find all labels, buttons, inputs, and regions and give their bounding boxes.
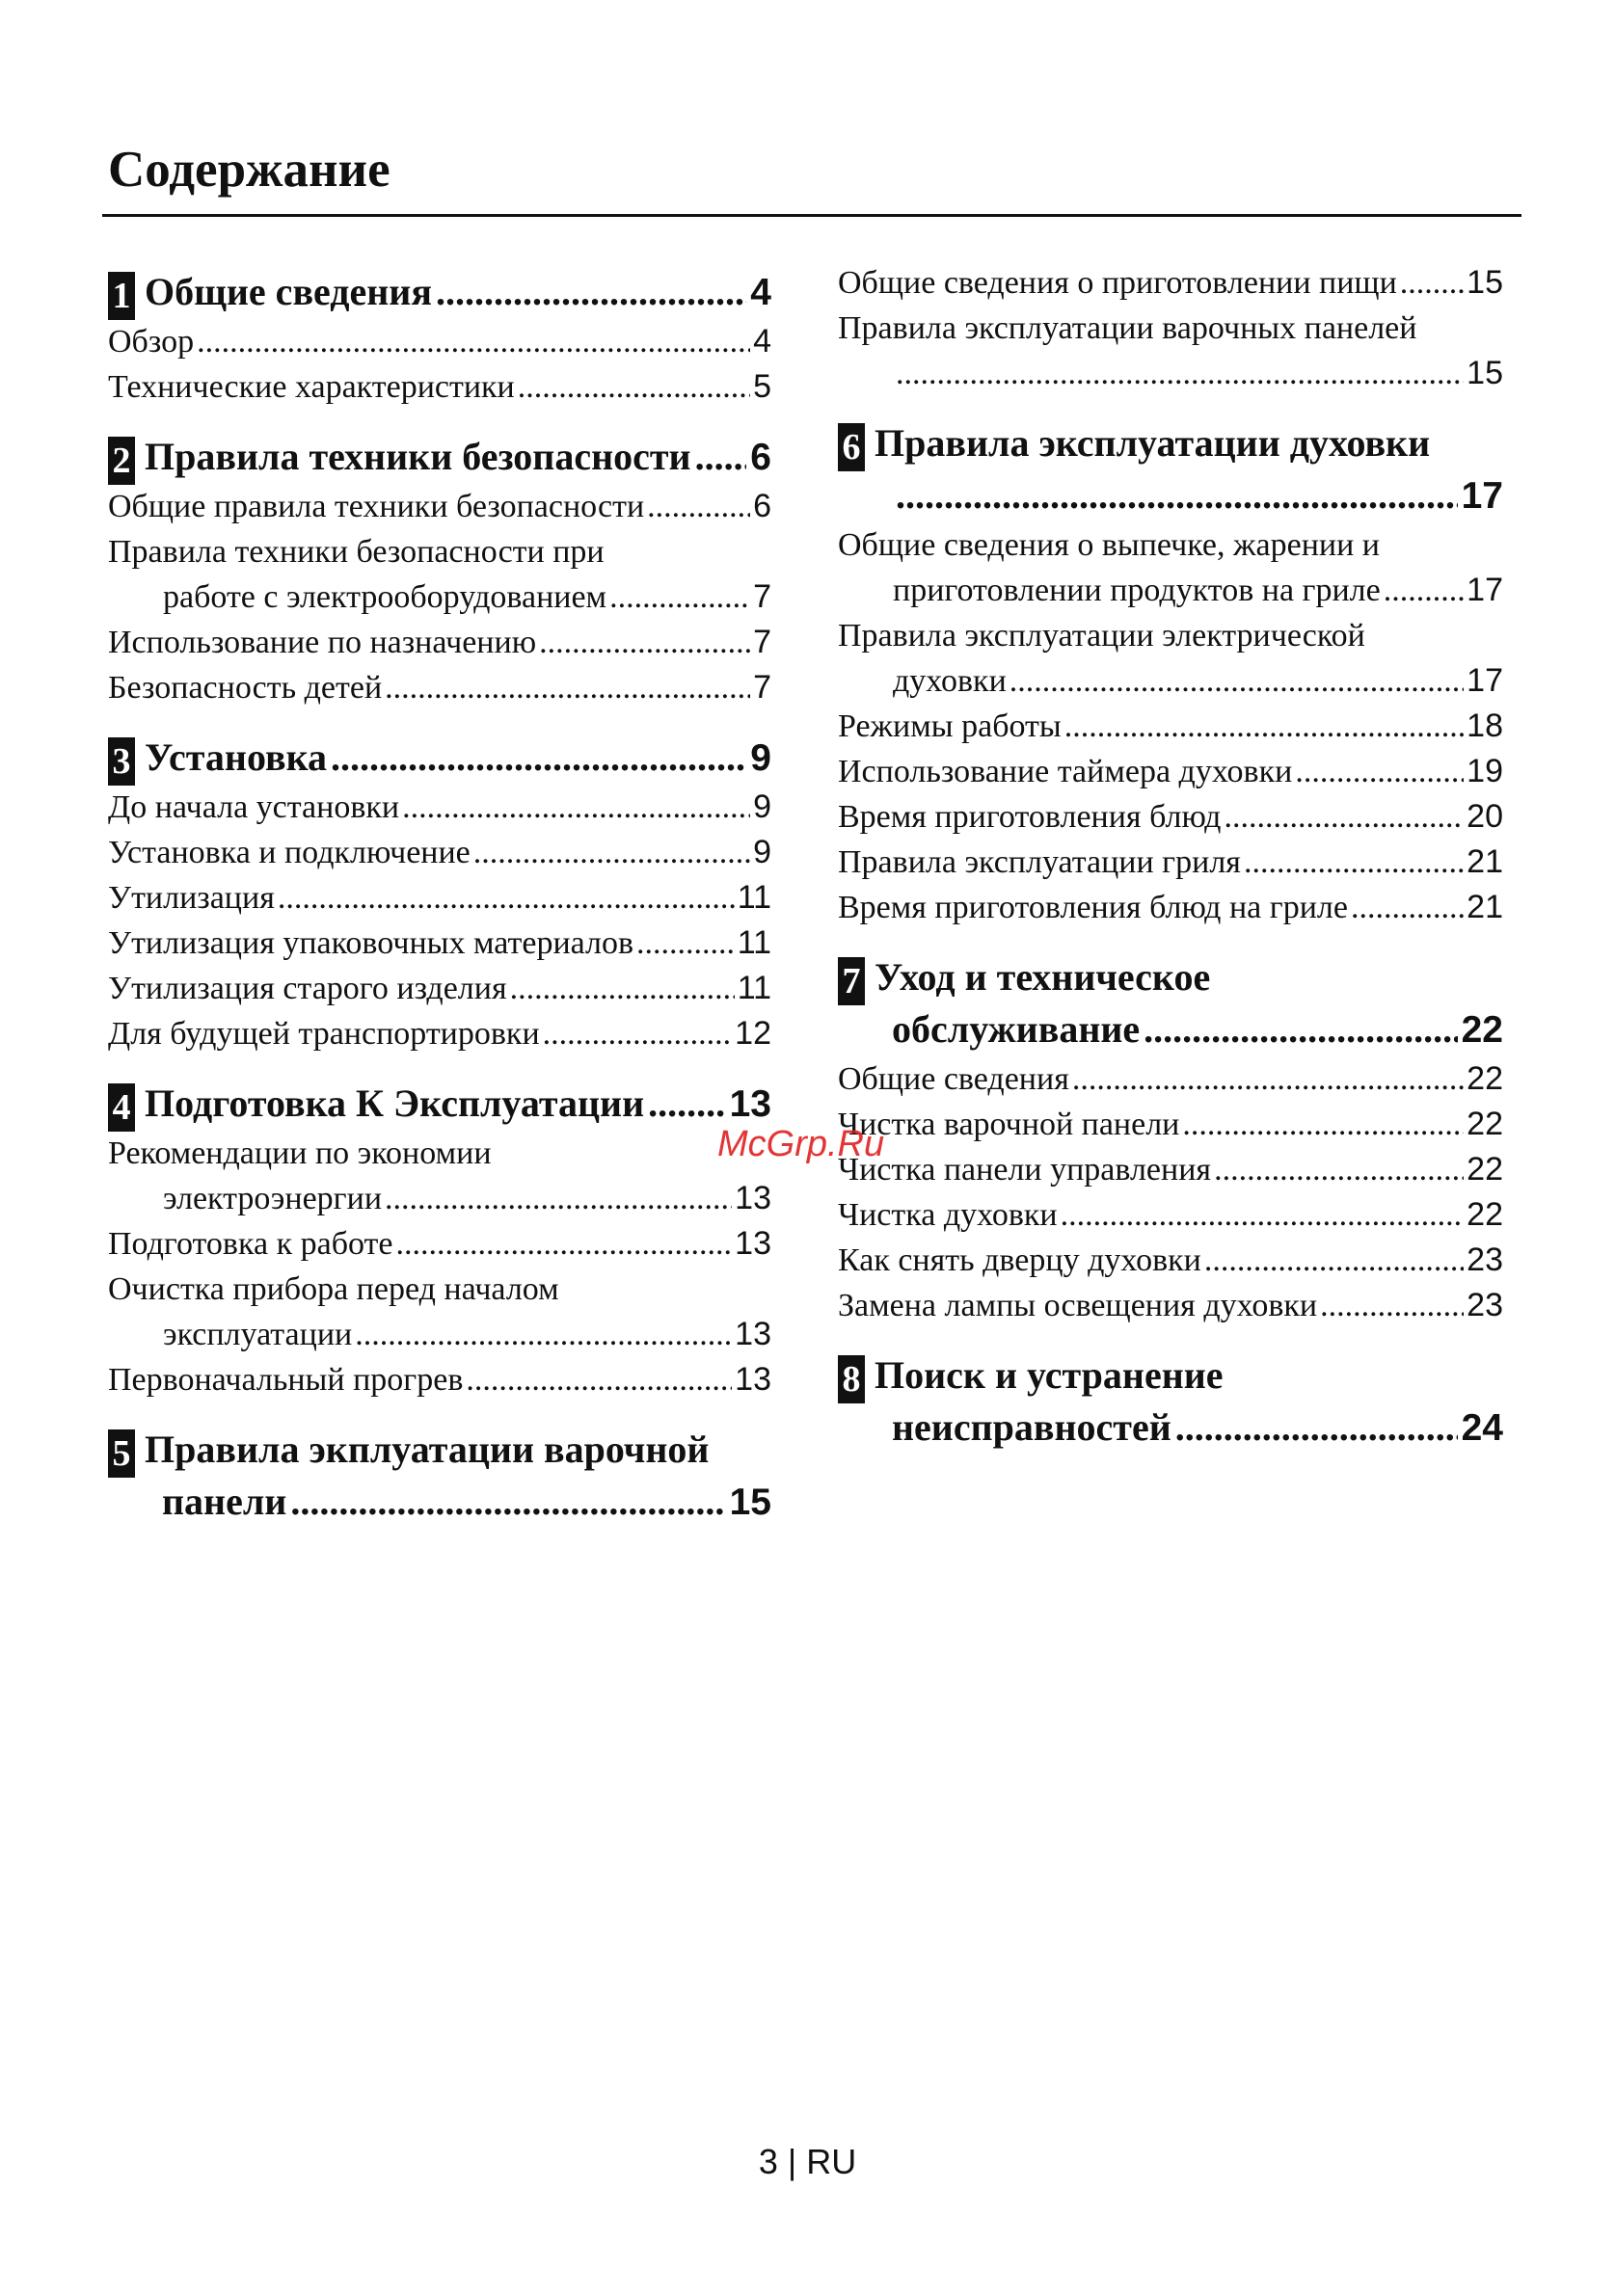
toc-entry-line [838, 1056, 1503, 1102]
dot-leader [1204, 1238, 1464, 1283]
toc-section [108, 1424, 771, 1529]
section-page-number: 22 [1461, 1009, 1503, 1051]
section-gap [108, 1056, 771, 1078]
toc-entry[interactable] [838, 885, 1503, 930]
toc-entry-text: Общие сведения [838, 1061, 1069, 1097]
toc-entry-text: духовки [893, 663, 1007, 699]
toc-entry-text: приготовлении продуктов на гриле [893, 573, 1381, 608]
dot-leader [543, 1011, 733, 1056]
toc-entry[interactable] [838, 1056, 1503, 1102]
dot-leader [896, 351, 1464, 396]
toc-entry[interactable] [108, 529, 771, 620]
dot-leader [636, 921, 735, 966]
section-heading-line [145, 1078, 771, 1131]
section-title-text: Установка [145, 735, 328, 779]
toc-page-number: 22 [1467, 1196, 1503, 1233]
dot-leader [1224, 794, 1464, 840]
toc-entry-text: Общие сведения о приготовлении пищи [838, 265, 1397, 301]
section-title-text: неисправностей [892, 1405, 1171, 1449]
toc-entry-text: Как снять дверцу духовки [838, 1242, 1201, 1278]
section-gap [108, 1402, 771, 1424]
section-title-text: Правила техники безопасности [145, 435, 691, 478]
toc-page-number: 21 [1467, 843, 1503, 880]
toc-page-number: 11 [737, 879, 771, 916]
section-page-number: 17 [1461, 475, 1503, 517]
toc-entry-text: Очистка прибора перед началом [108, 1271, 559, 1307]
toc-entry[interactable] [838, 1147, 1503, 1192]
section-gap [838, 930, 1503, 951]
toc-entry[interactable] [108, 484, 771, 529]
toc-entry-line [838, 613, 1503, 658]
toc-section-heading[interactable] [838, 951, 1503, 1056]
toc-entry-line [838, 306, 1503, 351]
toc-entry-text: электроэнергии [163, 1181, 383, 1216]
section-title-text: обслуживание [892, 1007, 1141, 1051]
toc-entry[interactable] [108, 875, 771, 921]
toc-page-number: 11 [737, 924, 771, 961]
section-number-badge: 7 [838, 957, 865, 1005]
dot-leader [355, 1312, 732, 1357]
section-number-badge: 3 [108, 737, 135, 786]
toc-page-number: 13 [735, 1361, 771, 1398]
watermark: McGrp.Ru [717, 1124, 885, 1164]
toc-entry-text: Установка и подключение [108, 835, 471, 870]
section-heading-line [145, 1424, 771, 1476]
toc-entry-text: эксплуатации [163, 1317, 353, 1352]
toc-entry-line [108, 319, 771, 364]
toc-entry-text: Правила техники безопасности при [108, 534, 605, 570]
section-gap [838, 1328, 1503, 1349]
toc-page-number: 6 [753, 488, 771, 524]
toc-entry-text: Для будущей транспортировки [108, 1016, 540, 1052]
toc-entry-line [838, 658, 1503, 704]
page-footer: 3 | RU [758, 2142, 857, 2181]
toc-entry[interactable] [108, 665, 771, 710]
dot-leader [1351, 885, 1464, 930]
dot-leader [518, 364, 750, 410]
dot-leader [331, 732, 746, 784]
toc-page-number: 15 [1467, 355, 1503, 391]
section-heading-line [875, 417, 1503, 469]
toc-section [108, 732, 771, 1056]
toc-section [838, 417, 1503, 930]
section-number-badge: 1 [108, 272, 135, 320]
toc-section-heading[interactable] [108, 732, 771, 785]
toc-entry-text: Замена лампы освещения духовки [838, 1288, 1318, 1323]
title-divider [102, 214, 1521, 217]
toc-entry-line [838, 1102, 1503, 1147]
toc-entry-line [108, 1357, 771, 1402]
toc-entry-text: Чистка панели управления [838, 1152, 1212, 1188]
dot-leader [647, 484, 750, 529]
toc-entry-line [838, 1283, 1503, 1328]
section-title-text: Правила эксплуатации духовки [875, 421, 1431, 465]
toc-entry-line [108, 484, 771, 529]
section-heading-line [875, 1349, 1503, 1402]
toc-entry-line [108, 529, 771, 574]
toc-entry-line [108, 1176, 771, 1221]
dot-leader [695, 431, 747, 483]
toc-entry-line [108, 1131, 771, 1176]
dot-leader [896, 469, 1458, 521]
section-title-text: Правила экплуатации варочной [145, 1428, 710, 1471]
toc-page-number: 4 [753, 323, 771, 360]
toc-entry-line [108, 1267, 771, 1312]
dot-leader [1061, 1192, 1465, 1238]
toc-entry-line [838, 1192, 1503, 1238]
toc-page-number: 21 [1467, 889, 1503, 925]
dot-leader [609, 574, 750, 620]
section-heading-line [892, 1003, 1503, 1056]
dot-leader [1175, 1402, 1458, 1454]
toc-page-number: 17 [1467, 662, 1503, 699]
toc-page-number: 5 [753, 368, 771, 405]
toc-entry[interactable] [838, 1192, 1503, 1238]
toc-entry[interactable] [838, 306, 1503, 396]
toc-page-number: 20 [1467, 798, 1503, 835]
toc-entry-text: Правила эксплуатации электрической [838, 618, 1365, 654]
toc-entry-text: Чистка варочной панели [838, 1107, 1180, 1142]
toc-section [838, 1349, 1503, 1455]
toc-entry-line [838, 522, 1503, 568]
toc-entry[interactable] [838, 1283, 1503, 1328]
toc-entry-text: Время приготовления блюд [838, 799, 1222, 835]
toc-entry-line [838, 704, 1503, 749]
toc-page-number: 18 [1467, 707, 1503, 744]
dot-leader [1320, 1283, 1464, 1328]
section-number-badge: 6 [838, 423, 865, 471]
toc-entry-line [108, 364, 771, 410]
toc-entry-text: Чистка духовки [838, 1197, 1058, 1233]
section-heading-line [145, 431, 771, 484]
toc-entry-line [838, 568, 1503, 613]
section-number-badge: 2 [108, 437, 135, 485]
toc-section-heading[interactable] [838, 417, 1503, 522]
dot-leader [385, 665, 750, 710]
toc-entry-text: Технические характеристики [108, 369, 515, 405]
toc-entry-line [838, 351, 1503, 396]
toc-entry-text: Общие правила техники безопасности [108, 489, 645, 524]
section-heading-line [162, 1476, 771, 1529]
toc-page-number: 22 [1467, 1151, 1503, 1188]
section-heading-line [145, 266, 771, 319]
dot-leader [539, 620, 750, 665]
section-number-badge: 4 [108, 1083, 135, 1132]
toc-page-number: 12 [735, 1015, 771, 1052]
toc-entry[interactable] [838, 260, 1503, 306]
toc-page-number: 17 [1467, 572, 1503, 608]
section-heading-line [892, 469, 1503, 522]
toc-entry-text: Общие сведения о выпечке, жарении и [838, 527, 1380, 563]
dot-leader [1072, 1056, 1464, 1102]
toc-entry-text: Время приготовления блюд на гриле [838, 890, 1348, 925]
toc-section [108, 266, 771, 410]
toc-section-heading[interactable] [108, 1078, 771, 1131]
toc-page-number: 13 [735, 1316, 771, 1352]
toc-entry[interactable] [108, 620, 771, 665]
toc-page-number: 23 [1467, 1241, 1503, 1278]
dot-leader [1064, 704, 1464, 749]
toc-page-number: 13 [735, 1180, 771, 1216]
toc-entry-line [108, 966, 771, 1011]
toc-entry[interactable] [838, 613, 1503, 704]
toc-page-number: 7 [753, 669, 771, 706]
toc-entry[interactable] [108, 785, 771, 830]
section-gap [108, 410, 771, 431]
dot-leader [197, 319, 750, 364]
toc-entry[interactable] [108, 966, 771, 1011]
toc-entry-line [838, 260, 1503, 306]
toc-entry-text: Правила эксплуатации гриля [838, 844, 1241, 880]
section-page-number: 4 [750, 272, 771, 313]
toc-entry[interactable] [838, 794, 1503, 840]
toc-entry-text: Обзор [108, 324, 195, 360]
section-gap [838, 396, 1503, 417]
dot-leader [1295, 749, 1464, 794]
section-heading-line [875, 951, 1503, 1003]
toc-page-number: 13 [735, 1225, 771, 1262]
toc-entry[interactable] [838, 522, 1503, 613]
section-number-badge: 5 [108, 1429, 135, 1478]
toc-entry-text: Первоначальный прогрев [108, 1362, 464, 1398]
toc-page-number: 7 [753, 624, 771, 660]
toc-entry-line [108, 785, 771, 830]
toc-entry-text: Рекомендации по экономии [108, 1135, 492, 1171]
toc-entry[interactable] [108, 830, 771, 875]
toc-entry-text: Утилизация старого изделия [108, 971, 507, 1006]
section-title-text: Поиск и устранение [875, 1353, 1224, 1397]
dot-leader [278, 875, 735, 921]
toc-entry[interactable] [108, 1131, 771, 1221]
dot-leader [396, 1221, 733, 1267]
section-page-number: 9 [750, 737, 771, 779]
toc-entry-line [108, 1312, 771, 1357]
toc-entry-text: Утилизация [108, 880, 275, 916]
toc-entry[interactable] [108, 364, 771, 410]
dot-leader [466, 1357, 732, 1402]
section-heading-line [892, 1402, 1503, 1455]
toc-entry-line [108, 574, 771, 620]
toc-entry-line [838, 794, 1503, 840]
toc-entry-line [108, 665, 771, 710]
toc-entry-line [838, 840, 1503, 885]
section-page-number: 24 [1461, 1407, 1503, 1449]
toc-entry[interactable] [108, 1011, 771, 1056]
toc-right-column [838, 260, 1503, 1455]
toc-entry-text: До начала установки [108, 789, 400, 825]
dot-leader [290, 1476, 725, 1528]
dot-leader [436, 266, 746, 318]
section-title-text: Общие сведения [145, 270, 432, 313]
toc-section [108, 1078, 771, 1402]
dot-leader [648, 1078, 725, 1130]
toc-entry-text: Режимы работы [838, 708, 1062, 744]
toc-entry-line [838, 885, 1503, 930]
dot-leader [473, 830, 750, 875]
toc-entry-text: Использование таймера духовки [838, 754, 1293, 789]
dot-leader [402, 785, 750, 830]
toc-entry-line [108, 1221, 771, 1267]
toc-entry-line [108, 830, 771, 875]
toc-entry[interactable] [108, 1267, 771, 1357]
toc-page-number: 9 [753, 788, 771, 825]
toc-page-number: 7 [753, 578, 771, 615]
toc-section [108, 431, 771, 710]
toc-page-number: 19 [1467, 753, 1503, 789]
toc-entry[interactable] [108, 1357, 771, 1402]
toc-entry[interactable] [838, 1102, 1503, 1147]
section-gap [108, 710, 771, 732]
toc-section-heading[interactable] [108, 431, 771, 484]
toc-entry-line [838, 1238, 1503, 1283]
section-number-badge: 8 [838, 1355, 865, 1403]
section-title-text: Подготовка К Эксплуатации [145, 1081, 645, 1125]
toc-section-heading[interactable] [108, 1424, 771, 1529]
page-title: Содержание [108, 142, 390, 198]
toc-entry-text: Использование по назначению [108, 625, 537, 660]
toc-page-number: 9 [753, 834, 771, 870]
dot-leader [1214, 1147, 1464, 1192]
section-page-number: 15 [729, 1482, 771, 1523]
section-heading-line [145, 732, 771, 785]
section-page-number: 6 [750, 437, 771, 478]
toc-entry-text: Утилизация упаковочных материалов [108, 925, 634, 961]
toc-entry-line [108, 875, 771, 921]
toc-page-number: 11 [737, 970, 771, 1006]
dot-leader [1400, 260, 1464, 306]
toc-entry[interactable] [838, 1238, 1503, 1283]
toc-entry-line [108, 921, 771, 966]
toc-section-heading[interactable] [838, 1349, 1503, 1455]
toc-page-number: 15 [1467, 264, 1503, 301]
toc-entry[interactable] [108, 921, 771, 966]
dot-leader [510, 966, 735, 1011]
toc-entry-text: Безопасность детей [108, 670, 383, 706]
toc-section-heading[interactable] [108, 266, 771, 319]
toc-entry-text: Подготовка к работе [108, 1226, 393, 1262]
dot-leader [1384, 568, 1464, 613]
toc-entry-text: работе с электрооборудованием [163, 579, 607, 615]
toc-entry-text: Правила эксплуатации варочных панелей [838, 310, 1417, 346]
toc-entry[interactable] [108, 1221, 771, 1267]
toc-entry-line [108, 620, 771, 665]
section-page-number: 13 [729, 1083, 771, 1125]
toc-entry-line [838, 749, 1503, 794]
toc-entry[interactable] [108, 319, 771, 364]
section-title-text: Уход и техническое [875, 955, 1211, 999]
toc-entry[interactable] [838, 749, 1503, 794]
dot-leader [1182, 1102, 1464, 1147]
toc-page-number: 23 [1467, 1287, 1503, 1323]
toc-section [838, 951, 1503, 1328]
toc-entry[interactable] [838, 840, 1503, 885]
toc-left-column [108, 266, 771, 1529]
dot-leader [1244, 840, 1464, 885]
section-title-text: панели [162, 1480, 287, 1523]
toc-entry-line [108, 1011, 771, 1056]
toc-entry[interactable] [838, 704, 1503, 749]
toc-entry-line [838, 1147, 1503, 1192]
toc-page-number: 22 [1467, 1060, 1503, 1097]
dot-leader [1009, 658, 1464, 704]
dot-leader [385, 1176, 732, 1221]
dot-leader [1144, 1003, 1457, 1055]
toc-page-number: 22 [1467, 1106, 1503, 1142]
